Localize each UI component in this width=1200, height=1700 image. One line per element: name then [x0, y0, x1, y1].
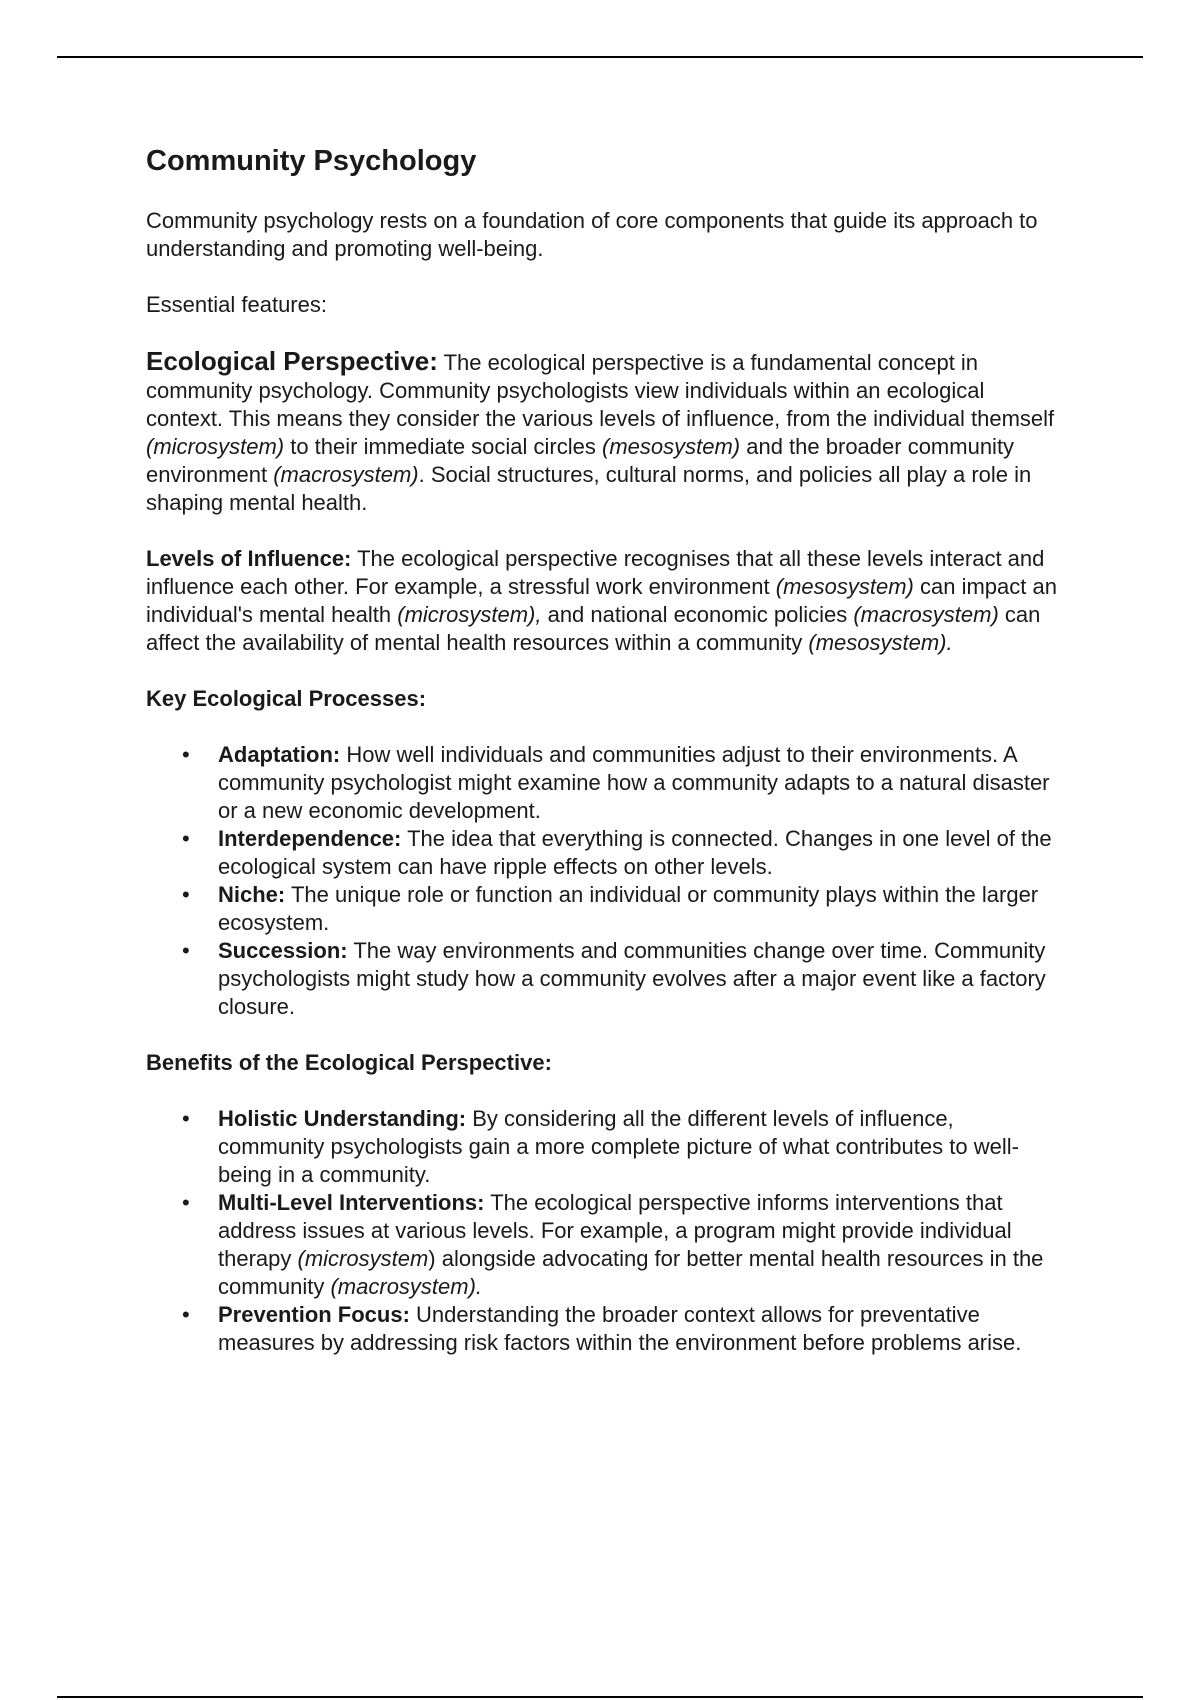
italic-run: (mesosystem).: [808, 630, 953, 656]
intro-paragraph: Community psychology rests on a foundation of core components that guide its approach to understanding and promoting well-being.: [146, 208, 1038, 262]
italic-run: (microsystem: [297, 1246, 429, 1272]
list-item: [182, 881, 1066, 937]
bullet-icon: •: [182, 938, 190, 964]
italic-run: (mesosystem): [602, 434, 741, 460]
document-body: [146, 143, 1066, 1385]
list-item-term: Holistic Understanding:: [218, 1106, 467, 1132]
page-title: Community Psychology: [146, 145, 477, 177]
list-item: [182, 1105, 1066, 1189]
text-run: The ecological perspective informs interventions that address issues at various levels. For example, a program might provide individual therapy: [218, 1190, 1012, 1272]
italic-run: (microsystem),: [397, 602, 542, 628]
benefits-list: [146, 1105, 1066, 1357]
list-item-term: Multi-Level Interventions:: [218, 1190, 485, 1216]
text-run: The ecological perspective is a fundamental concept in community psychology. Community psychologists view individuals within an ecological context. This means they consider the various levels of influence, from the individual themself: [146, 350, 1055, 432]
list-item-term: Niche:: [218, 882, 286, 908]
text-run: . Social structures, cultural norms, and policies all play a role in shaping mental health.: [146, 462, 1032, 516]
text-run: and the broader community environment: [146, 434, 1015, 488]
text-run: and national economic policies: [541, 602, 854, 628]
list-item-text: The way environments and communities change over time. Community psychologists might study how a community evolves after a major event like a factory closure.: [218, 938, 1046, 1020]
bottom-rule: [57, 1696, 1143, 1698]
italic-run: (macrosystem).: [330, 1274, 483, 1300]
list-item: [182, 1189, 1066, 1301]
list-item-text: The idea that everything is connected. Changes in one level of the ecological system can have ripple effects on other levels.: [218, 826, 1052, 880]
list-item-text: By considering all the different levels of influence, community psychologists gain a more complete picture of what contributes to well-being in a community.: [218, 1106, 1019, 1188]
list-item-term: Succession:: [218, 938, 348, 964]
text-run: to their immediate social circles: [284, 434, 602, 460]
italic-run: (mesosystem): [775, 574, 914, 600]
list-item: [182, 937, 1066, 1021]
ecological-perspective-term: Ecological Perspective:: [146, 346, 438, 377]
list-item: [182, 1301, 1066, 1357]
text-run: can impact an individual's mental health: [146, 574, 1057, 628]
levels-of-influence-paragraph: [146, 545, 1066, 657]
levels-of-influence-term: Levels of Influence:: [146, 546, 352, 572]
essential-features-label: Essential features:: [146, 292, 327, 318]
bullet-icon: •: [182, 826, 190, 852]
list-item: [182, 825, 1066, 881]
text-run: ) alongside advocating for better mental health resources in the community: [218, 1246, 1044, 1300]
bullet-icon: •: [182, 1190, 190, 1216]
italic-run: (microsystem): [146, 434, 285, 460]
text-run: The ecological perspective recognises that all these levels interact and influence each other. For example, a stressful work environment: [146, 546, 1045, 600]
list-item-term: Adaptation:: [218, 742, 341, 768]
text-run: can affect the availability of mental health resources within a community: [146, 602, 1041, 656]
ecological-perspective-paragraph: [146, 347, 1066, 517]
bullet-icon: •: [182, 882, 190, 908]
italic-run: (macrosystem): [853, 602, 999, 628]
list-item-term: Prevention Focus:: [218, 1302, 410, 1328]
bullet-icon: •: [182, 742, 190, 768]
bullet-icon: •: [182, 1106, 190, 1132]
key-processes-heading: Key Ecological Processes:: [146, 686, 427, 712]
bullet-icon: •: [182, 1302, 190, 1328]
top-rule: [57, 56, 1143, 58]
list-item-text: Understanding the broader context allows for preventative measures by addressing risk factors within the environment before problems arise.: [218, 1302, 1022, 1356]
italic-run: (macrosystem): [273, 462, 419, 488]
list-item-text: How well individuals and communities adjust to their environments. A community psychologist might examine how a community adapts to a natural disaster or a new economic development.: [218, 742, 1050, 824]
list-item: [182, 741, 1066, 825]
list-item-term: Interdependence:: [218, 826, 402, 852]
list-item-text: The unique role or function an individual or community plays within the larger ecosystem.: [218, 882, 1039, 936]
key-processes-list: [146, 741, 1066, 1021]
benefits-heading: Benefits of the Ecological Perspective:: [146, 1050, 552, 1076]
